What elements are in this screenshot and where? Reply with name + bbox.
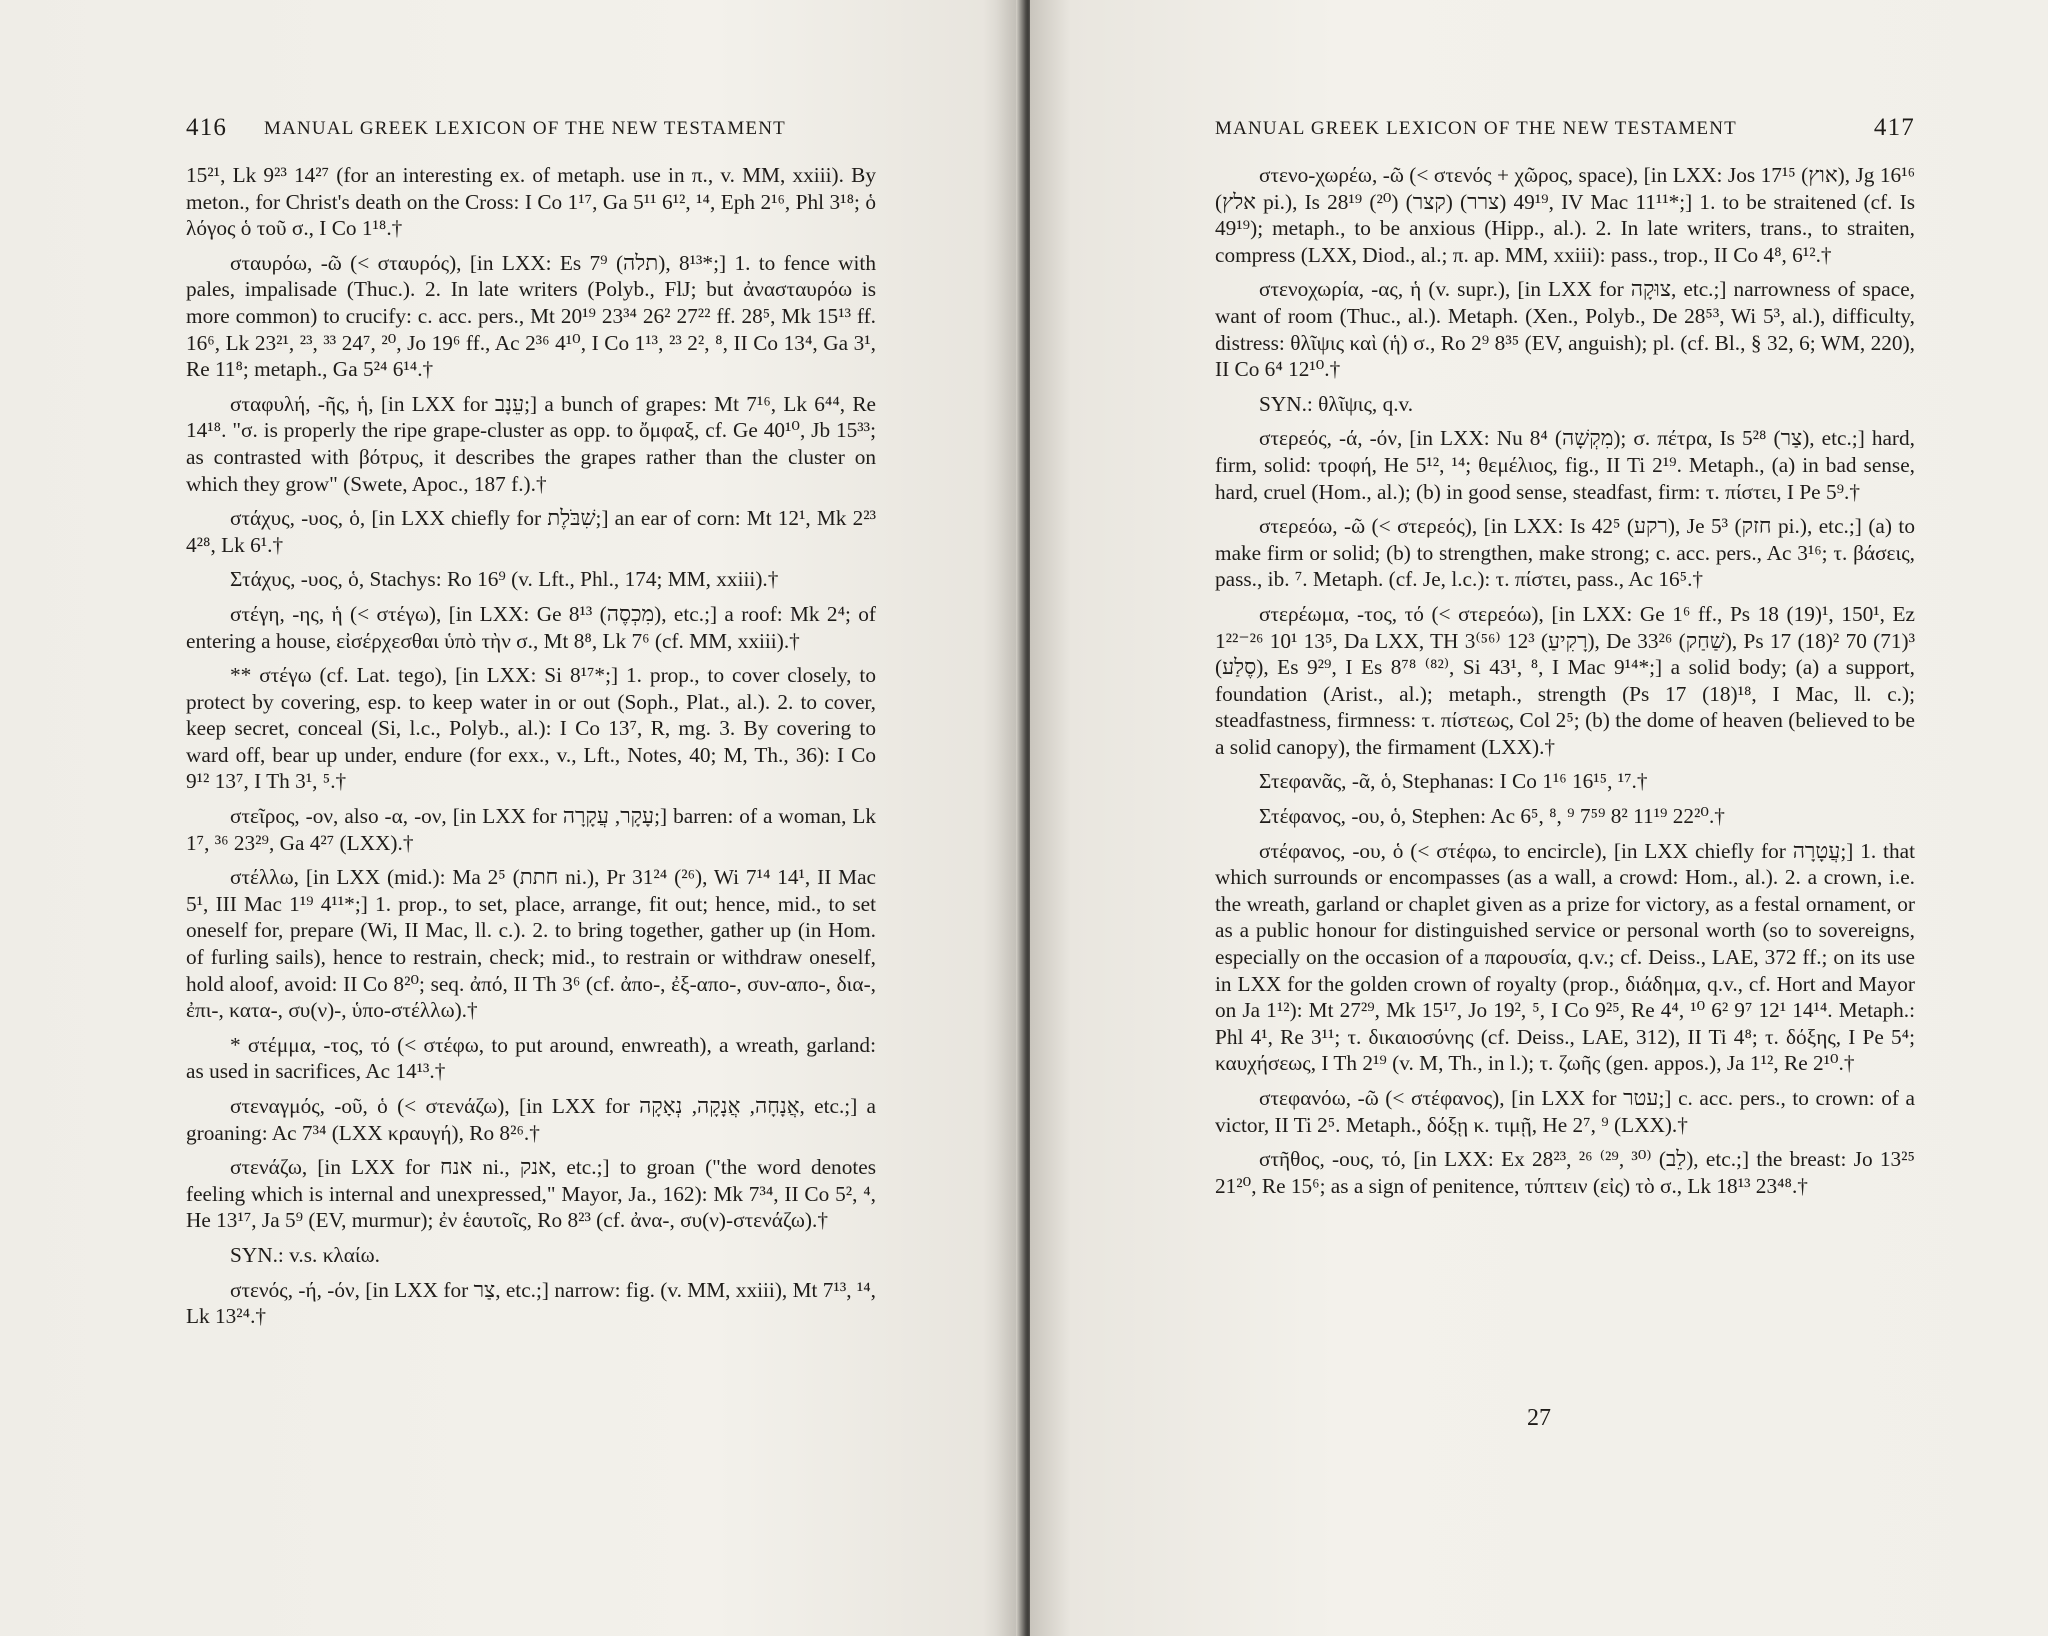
lexicon-entry: στεῖρος, -ον, also -α, -ον, [in LXX for עָקָר, עֲקָרָה;] barren: of a woman, Lk 1⁷, ³⁶ 23²⁹, Ga 4²⁷ (LXX).† xyxy=(186,804,876,855)
lexicon-entry: 15²¹, Lk 9²³ 14²⁷ (for an interesting ex. of metaph. use in π., v. MM, xxiii). By meton., for Christ's death on the Cross: I Co 1¹⁷, Ga 5¹¹ 6¹², ¹⁴, Eph 2¹⁶, Phl 3¹⁸; ὁ λόγος ὁ τοῦ σ., I Co 1¹⁸.† xyxy=(186,163,876,241)
text-column-left xyxy=(186,162,876,1338)
lexicon-entry: σταυρόω, -ῶ (< σταυρός), [in LXX: Es 7⁹ (תלה), 8¹³*;] 1. to fence with pales, impalisade (Thuc.). 2. In late writers (Polyb., FlJ; but ἀνασταυρόω is more common) to crucify: c. acc. pers., Mt 20¹⁹ 23³⁴ 26² 27²² ff. 28⁵, Mk 15¹³ ff. 16⁶, Lk 23²¹, ²³, ³³ 24⁷, ²⁰, Jo 19⁶ ff., Ac 2³⁶ 4¹⁰, I Co 1¹³, ²³ 2², ⁸, II Co 13⁴, Ga 3¹, Re 11⁸; metaph., Ga 5²⁴ 6¹⁴.† xyxy=(186,250,876,382)
lexicon-entry: Στεφανᾶς, -ᾶ, ὁ, Stephanas: I Co 1¹⁶ 16¹⁵, ¹⁷.† xyxy=(1259,769,1648,794)
lexicon-entry: ** στέγω (cf. Lat. tego), [in LXX: Si 8¹⁷*;] 1. prop., to cover closely, to protect by covering, esp. to keep water in or out (Soph., Plat., al.). 2. to cover, keep secret, conceal (Si, l.c., Polyb., al.): I Co 13⁷, R, mg. 3. By covering to ward off, bear up under, endure (for exx., v., Lft., Notes, 40; M, Th., 36): I Co 9¹² 13⁷, I Th 3¹, ⁵.† xyxy=(186,663,876,794)
lexicon-entry: στερεός, -ά, -όν, [in LXX: Nu 8⁴ (מִקְשָׁה); σ. πέτρα, Is 5²⁸ (צַר), etc.;] hard, firm, solid: τροφή, He 5¹², ¹⁴; θεμέλιος, fig., II Ti 2¹⁹. Metaph., (a) in bad sense, hard, cruel (Hom., al.); (b) in good sense, steadfast, firm: τ. πίστει, I Pe 5⁹.† xyxy=(1215,426,1915,504)
lexicon-entry: στεφανόω, -ῶ (< στέφανος), [in LXX for עטר;] c. acc. pers., to crown: of a victor, II Ti 2⁵. Metaph., δόξῃ κ. τιμῇ, He 2⁷, ⁹ (LXX).† xyxy=(1215,1086,1915,1137)
running-title: MANUAL GREEK LEXICON OF THE NEW TESTAMENT xyxy=(264,118,786,139)
lexicon-entry: στενάζω, [in LXX for אנח ni., אנק, etc.;] to groan ("the word denotes feeling which is internal and unexpressed," Mayor, Ja., 162): Mk 7³⁴, II Co 5², ⁴, He 13¹⁷, Ja 5⁹ (EV, murmur); ἐν ἑαυτοῖς, Ro 8²³ (cf. ἀνα-, συ(ν)-στενάζω).† xyxy=(186,1155,876,1233)
lexicon-entry: στέλλω, [in LXX (mid.): Ma 2⁵ (חתת ni.), Pr 31²⁴ (²⁶), Wi 7¹⁴ 14¹, II Mac 5¹, III Mac 1¹⁹ 4¹¹*;] 1. prop., to set, place, arrange, fit out; hence, mid., to set oneself for, prepare (Wi, II Mac, ll. c.). 2. to bring together, gather up (in Hom. of furling sails), hence to restrain, check; mid., to restrain or withdraw oneself, hold aloof, avoid: II Co 8²⁰; seq. ἀπό, II Th 3⁶ (cf. ἀπο-, ἐξ-απο-, συν-απο-, δια-, ἐπι-, κατα-, συ(ν)-, ὑπο-στέλλω).† xyxy=(186,865,876,1023)
synonym-note: SYN.: θλῖψις, q.v. xyxy=(1259,391,1414,416)
lexicon-entry: Στέφανος, -ου, ὁ, Stephen: Ac 6⁵, ⁸, ⁹ 7⁵⁹ 8² 11¹⁹ 22²⁰.† xyxy=(1259,804,1725,829)
right-page xyxy=(1030,0,2048,1636)
lexicon-entry: στέγη, -ης, ἡ (< στέγω), [in LXX: Ge 8¹³ (מִכְסֶה), etc.;] a roof: Mk 2⁴; of entering a house, εἰσέρχεσθαι ὑπὸ τὴν σ., Mt 8⁸, Lk 7⁶ (cf. MM, xxiii).† xyxy=(186,601,876,653)
lexicon-entry: στεναγμός, -οῦ, ὁ (< στενάζω), [in LXX for אֲנָחָה, אֲנָקָה, נְאָקָה, etc.;] a groaning: Ac 7³⁴ (LXX κραυγή), Ro 8²⁶.† xyxy=(186,1094,877,1145)
lexicon-entry: στέφανος, -ου, ὁ (< στέφω, to encircle), [in LXX chiefly for עֲטָרָה;] 1. that which surrounds or encompasses (as a wall, a crowd: Hom., al.). 2. a crown, i.e. the wreath, garland or chaplet given as a prize for victory, as a festal ornament, or as a public honour for distinguished service or personal worth (so to sovereigns, especially on the occasion of a παρουσία, q.v.; cf. Deiss., LAE, 372 ff.; on its use in LXX for the golden crown of royalty (prop., διάδημα, q.v., cf. Hort and Mayor on Ja 1¹²): Mt 27²⁹, Mk 15¹⁷, Jo 19², ⁵, I Co 9²⁵, Re 4⁴, ¹⁰ 6² 9⁷ 12¹ 14¹⁴. Metaph.: Phl 4¹, Re 3¹¹; τ. δικαιοσύνης (cf. Deiss., LAE, 312), II Ti 4⁸; τ. δόξης, I Pe 5⁴; καυχήσεως, I Th 2¹⁹ (v. M, Th., in l.); τ. ζωῆς (gen. appos.), Ja 1¹², Re 2¹⁰.† xyxy=(1215,838,1915,1076)
lexicon-entry: σταφυλή, -ῆς, ἡ, [in LXX for עֵנָב;] a bunch of grapes: Mt 7¹⁶, Lk 6⁴⁴, Re 14¹⁸. "σ. is properly the ripe grape-cluster as opp. to ὄμφαξ, cf. Ge 40¹⁰, Jb 15³³; as contrasted with βότρυς, it describes the grapes rather than the cluster on which they grow" (Swete, Apoc., 187 f.).† xyxy=(186,391,876,496)
running-title: MANUAL GREEK LEXICON OF THE NEW TESTAMENT xyxy=(1215,118,1737,139)
lexicon-entry: στάχυς, -υος, ὁ, [in LXX chiefly for שִׁבֹּלֶת;] an ear of corn: Mt 12¹, Mk 2²³ 4²⁸, Lk 6¹.† xyxy=(186,506,877,557)
lexicon-entry: στερεόω, -ῶ (< στερεός), [in LXX: Is 42⁵ (רקע), Je 5³ (חזק pi.), etc.;] (a) to make firm or solid; (b) to strengthen, make strong; c. acc. pers., Ac 3¹⁶; τ. βάσεις, pass., ib. ⁷. Metaph. (cf. Je, l.c.): τ. πίστει, pass., Ac 16⁵.† xyxy=(1215,514,1915,592)
lexicon-entry: στενός, -ή, -όν, [in LXX for צַר, etc.;] narrow: fig. (v. MM, xxiii), Mt 7¹³, ¹⁴, Lk 13²⁴.† xyxy=(186,1277,877,1329)
page-number: 416 xyxy=(186,114,228,141)
text-column-right xyxy=(1215,162,1915,1207)
lexicon-entry: στερέωμα, -τος, τό (< στερεόω), [in LXX: Ge 1⁶ ff., Ps 18 (19)¹, 150¹, Ez 1²²⁻²⁶ 10¹ 13⁵, Da LXX, TH 3⁽⁵⁶⁾ 12³ (רָקִיעַ), De 33²⁶ (שַׁחַק), Ps 17 (18)² 70 (71)³ (סֶלַע), Es 9²⁹, I Es 8⁷⁸ ⁽⁸²⁾, Si 43¹, ⁸, I Mac 9¹⁴*;] a solid body; (a) a support, foundation (Arist., al.); metaph., strength (Ps 17 (18)¹⁸, I Mac, ll. c.); steadfastness, firmness: τ. πίστεως, Col 2⁵; (b) the dome of heaven (believed to be a solid canopy), the firmament (LXX).† xyxy=(1215,601,1915,759)
lexicon-entry: στενοχωρία, -ας, ἡ (v. supr.), [in LXX for צוּקָה, etc.;] narrowness of space, want of room (Thuc., al.). Metaph. (Xen., Polyb., De 28⁵³, Wi 5³, al.), difficulty, distress: θλῖψις καὶ (ἡ) σ., Ro 2⁹ 8³⁵ (EV, anguish); pl. (cf. Bl., § 32, 6; WM, 220), II Co 6⁴ 12¹⁰.† xyxy=(1215,277,1915,382)
running-head-left xyxy=(186,114,876,148)
lexicon-entry: * στέμμα, -τος, τό (< στέφω, to put around, enwreath), a wreath, garland: as used in sacrifices, Ac 14¹³.† xyxy=(186,1032,876,1084)
lexicon-entry: Στάχυς, -υος, ὁ, Stachys: Ro 16⁹ (v. Lft., Phl., 174; MM, xxiii).† xyxy=(230,567,779,592)
signature-mark: 27 xyxy=(1527,1405,1551,1431)
page-number: 417 xyxy=(1873,114,1915,141)
running-head-right xyxy=(1215,114,1915,148)
lexicon-entry: στῆθος, -ους, τό, [in LXX: Ex 28²³, ²⁶ ⁽²⁹, ³⁰⁾ (לֵב), etc.;] the breast: Jo 13²⁵ 21²⁰, Re 15⁶; as a sign of penitence, τύπτειν (εἰς) τὸ σ., Lk 18¹³ 23⁴⁸.† xyxy=(1215,1147,1915,1198)
synonym-note: SYN.: v.s. κλαίω. xyxy=(230,1242,380,1267)
lexicon-entry: στενο-χωρέω, -ῶ (< στενός + χῶρος, space), [in LXX: Jos 17¹⁵ (אוץ), Jg 16¹⁶ (אלץ pi.), Is 28¹⁹ (²⁰) (קצר) 49¹⁹ (צרר), IV Mac 11¹¹*;] 1. to be straitened (cf. Is 49¹⁹); metaph., to be anxious (Hipp., al.). 2. In late writers, trans., to straiten, compress (LXX, Diod., al.; π. ap. MM, xxiii): pass., trop., II Co 4⁸, 6¹².† xyxy=(1215,163,1916,267)
